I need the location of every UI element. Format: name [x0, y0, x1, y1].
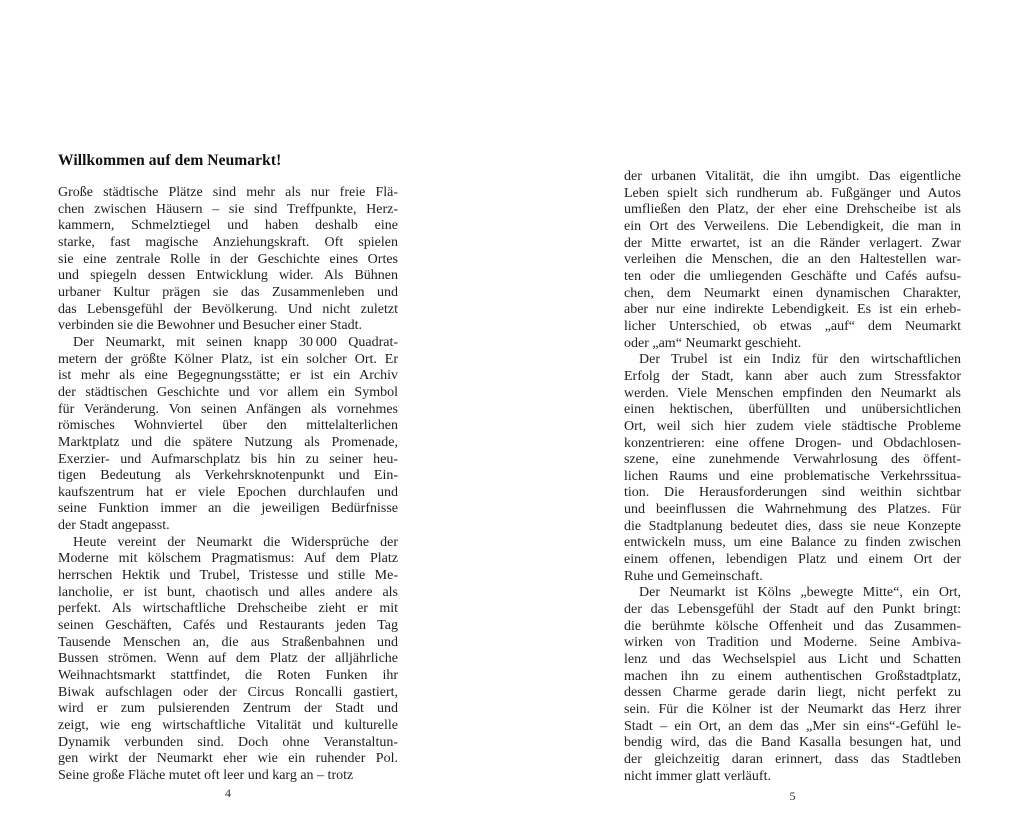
text-line: seinen Geschäften, Cafés und Restaurants jeden Tag [58, 618, 398, 634]
text-line: der städtischen Geschichte und vor allem ein Symbol [58, 384, 398, 400]
text-line: Bussen strömen. Wenn auf dem Platz der alljährliche [58, 651, 398, 667]
text-line: lichen Raums und eine problematische Verkehrssitua- [624, 468, 961, 484]
right-page-body [624, 169, 961, 785]
text-line: szene, eine zunehmende Verwahrlosung des öffent- [624, 452, 961, 468]
text-line: chen, dem Neumarkt einen dynamischen Charakter, [624, 285, 961, 301]
text-line: römisches Wohnviertel über den mittelalterlichen [58, 418, 398, 434]
text-line: tigen Bedeutung als Verkehrsknotenpunkt und Ein- [58, 468, 398, 484]
text-line: die Stadtplanung bedeutet dies, dass sie neue Konzepte [624, 518, 961, 534]
text-line: der Mitte erwartet, ist an die Ränder verlagert. Zwar [624, 235, 961, 251]
text-line: kaufszentrum hat er viele Epochen durchlaufen und [58, 484, 398, 500]
chapter-heading: Willkommen auf dem Neumarkt! [58, 152, 282, 169]
text-line: machen ihn zu einem authentischen Großstadtplatz, [624, 668, 961, 684]
text-line: metern der größte Kölner Platz, ist ein solcher Ort. Er [58, 351, 398, 367]
text-line: herrschen Hektik und Trubel, Tristesse und stille Me- [58, 568, 398, 584]
text-line: der gleichzeitig daran erinnert, dass das Stadtleben [624, 751, 961, 767]
text-line: tion. Die Herausforderungen sind weithin sichtbar [624, 485, 961, 501]
paragraph [624, 169, 961, 352]
text-line: licher Unterschied, ob etwas „auf“ dem Neumarkt [624, 318, 961, 334]
text-line: Stadt – ein Ort, an dem das „Mer sin eins“-Gefühl le- [624, 718, 961, 734]
text-line: sein. Für die Kölner ist der Neumarkt das Herz ihrer [624, 702, 961, 717]
paragraph [624, 585, 961, 785]
text-line: Dynamik verbunden sind. Doch ohne Veranstaltun- [58, 734, 398, 750]
text-line: Erfolg der Stadt, kann aber auch zum Stressfaktor [624, 368, 961, 384]
paragraph [58, 535, 398, 785]
text-line: perfekt. Als wirtschaftliche Drehscheibe zieht er mit [58, 601, 398, 617]
text-line: der urbanen Vitalität, die ihn umgibt. Das eigentliche [624, 169, 961, 184]
text-line: aber nur eine indirekte Lebendigkeit. Es ist ein erheb- [624, 302, 961, 318]
text-line: wird er zum pulsierenden Zentrum der Stadt und [58, 701, 398, 717]
paragraph [624, 352, 961, 585]
text-line: und beeinflussen die Wahrnehmung des Platzes. Für [624, 502, 961, 518]
text-line: Seine große Fläche mutet oft leer und karg an – trotz [58, 767, 354, 783]
text-line: die berühmte kölsche Offenheit und das Zusammen- [624, 618, 961, 634]
text-line: Moderne mit kölschem Pragmatismus: Auf dem Platz [58, 551, 398, 567]
text-line: Große städtische Plätze sind mehr als nur freie Flä- [58, 185, 398, 200]
text-line: lenz und das Wechselspiel aus Licht und Schatten [624, 652, 961, 668]
text-line: gen wirkt der Neumarkt eher wie ein ruhender Pol. [58, 751, 398, 767]
text-line: Ruhe und Gemeinschaft. [624, 568, 763, 584]
text-line: lancholie, er ist bunt, chaotisch und alles andere als [58, 584, 398, 600]
paragraph [58, 185, 398, 335]
text-line: der das Lebensgefühl der Stadt auf den Punkt bringt: [624, 602, 961, 618]
text-line: Exerzier- und Aufmarschplatz bis hin zu seiner heu- [58, 451, 398, 467]
page-number-right: 5 [789, 789, 796, 803]
text-line: ein Ort des Verweilens. Die Lebendigkeit, die man in [624, 218, 961, 234]
text-line: Der Trubel ist ein Indiz für den wirtschaftlichen [639, 352, 961, 368]
text-line: verbinden sie die Bewohner und Besucher einer Stadt. [58, 318, 363, 334]
right-page [624, 169, 961, 785]
text-line: Der Neumarkt, mit seinen knapp 30 000 Quadrat- [73, 334, 398, 350]
text-line: Der Neumarkt ist Kölns „bewegte Mitte“, ein Ort, [639, 585, 961, 601]
left-page-body [58, 185, 398, 785]
text-line: Marktplatz und die spätere Nutzung als Promenade, [58, 434, 398, 450]
text-line: umfließen den Platz, der eher eine Drehscheibe ist als [624, 202, 961, 218]
text-line: kammern, Schmelztiegel und haben deshalb eine [58, 218, 398, 234]
text-line: einen hektischen, überfüllten und unübersichtlichen [624, 402, 961, 418]
text-line: chen zwischen Häusern – sie sind Treffpunkte, Herz- [58, 201, 398, 217]
text-line: Heute vereint der Neumarkt die Widersprüche der [73, 534, 398, 550]
text-line: dessen Charme gerade darin liegt, nicht perfekt zu [624, 685, 961, 701]
text-line: seine Funktion immer an die jeweiligen Bedürfnisse [58, 501, 398, 517]
text-line: Weihnachtsmarkt stattfindet, die Roten Funken ihr [58, 668, 398, 684]
text-line: für Veränderung. Von seinen Anfängen als vornehmes [58, 401, 398, 417]
text-line: urbaner Kultur prägen sie das Zusammenleben und [58, 284, 398, 300]
text-line: sie eine zentrale Rolle in der Geschichte eines Ortes [58, 251, 398, 267]
text-line: Biwak aufschlagen oder der Circus Roncalli gastiert, [58, 684, 398, 700]
text-line: starke, fast magische Anziehungskraft. Oft spielen [58, 234, 398, 250]
page-number-left: 4 [225, 786, 231, 800]
text-line: und spiegeln dessen Entwicklung wider. Als Bühnen [58, 268, 398, 284]
text-line: der Stadt angepasst. [58, 518, 170, 534]
text-line: oder „am“ Neumarkt geschieht. [624, 335, 802, 351]
text-line: ten oder die umliegenden Geschäfte und Cafés aufsu- [624, 268, 961, 284]
text-line: Ort, weil sich hier zudem viele städtische Probleme [624, 418, 961, 434]
text-line: bendig wird, das die Band Kasalla besungen hat, und [624, 735, 961, 751]
text-line: nicht immer glatt verläuft. [624, 768, 771, 784]
text-line: das Lebensgefühl der Bevölkerung. Und nicht zuletzt [58, 301, 398, 317]
text-line: zeigt, wie eng wirtschaftliche Vitalität und kulturelle [58, 718, 398, 733]
left-page [58, 152, 398, 785]
text-line: konzentrieren: eine offene Drogen- und Obdachlosen- [624, 435, 961, 451]
text-line: Leben spielt sich rundherum ab. Fußgänger und Autos [624, 185, 961, 201]
text-line: wirken von Tradition und Moderne. Seine Ambiva- [624, 635, 961, 651]
paragraph [58, 335, 398, 535]
text-line: werden. Viele Menschen empfinden den Neumarkt als [624, 385, 961, 401]
text-line: entwickeln muss, um eine Balance zu finden zwischen [624, 535, 961, 551]
text-line: Tausende Menschen an, die aus Straßenbahnen und [58, 634, 398, 650]
text-line: einem offenen, lebendigen Platz und einem Ort der [624, 552, 961, 568]
text-line: ist mehr als eine Begegnungsstätte; er ist ein Archiv [58, 368, 398, 384]
text-line: verleihen die Menschen, die an den Haltestellen war- [624, 252, 961, 268]
